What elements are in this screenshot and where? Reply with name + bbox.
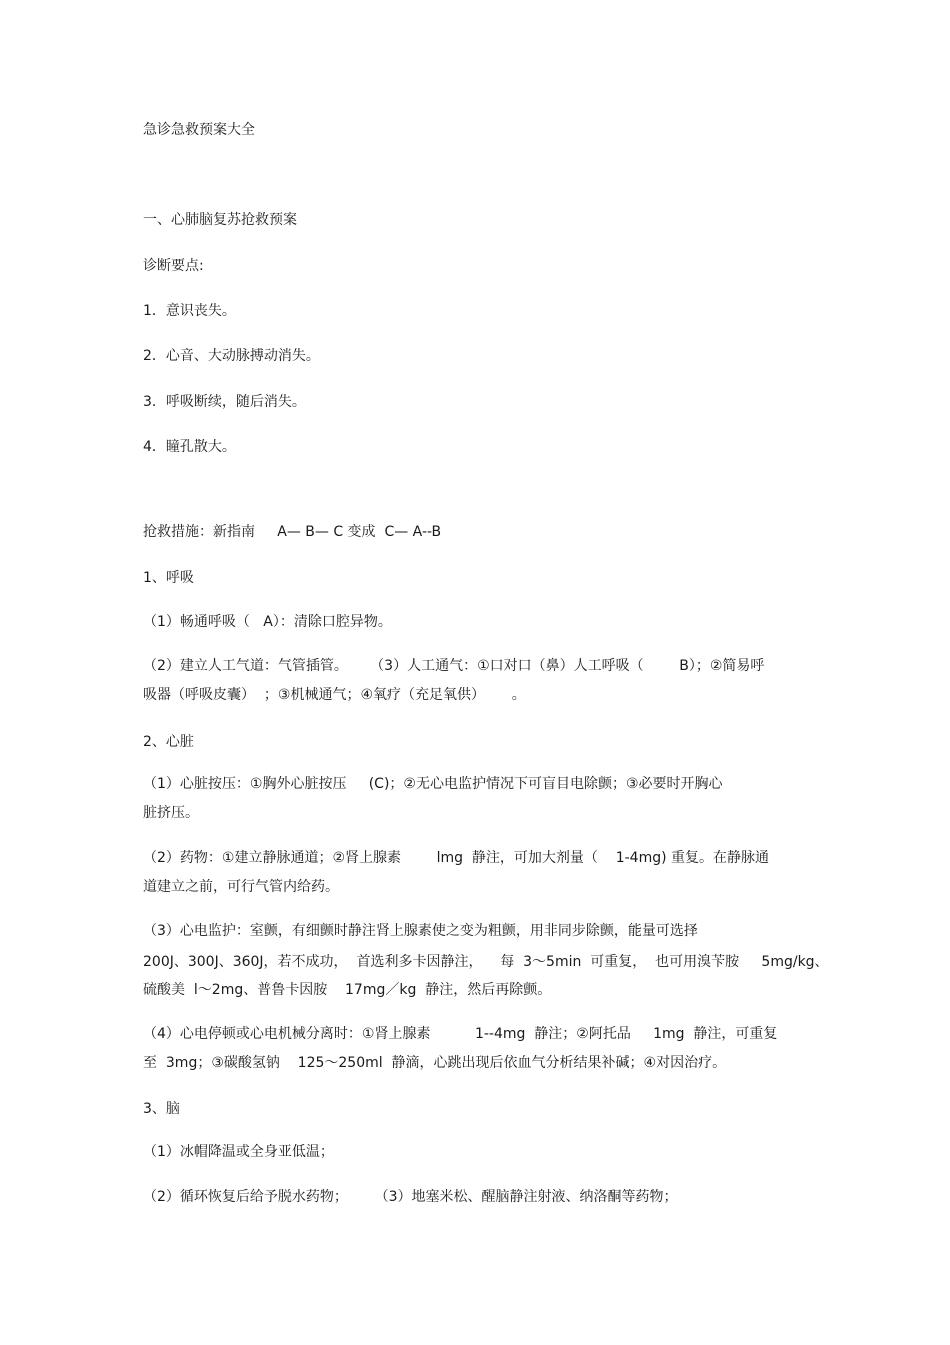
- diagnosis-heading: 诊断要点:: [143, 258, 204, 274]
- breathing-item: 吸器（呼吸皮囊） ；③机械通气；④氧疗（充足氧供） 。: [143, 687, 526, 703]
- heart-item: （4）心电停顿或心电机械分离时：①肾上腺素 1--4mg 静注；②阿托品 1mg 静注，可重复: [143, 1026, 778, 1042]
- section-heading: 一、心肺脑复苏抢救预案: [143, 212, 297, 228]
- diagnosis-item: 3．呼吸断续，随后消失。: [143, 394, 306, 410]
- diagnosis-item: 1．意识丧失。: [143, 303, 236, 319]
- heart-item: 硫酸美 l～2mg、普鲁卡因胺 17mg／kg 静注，然后再除颤。: [143, 982, 552, 998]
- rescue-measures: 抢救措施：新指南 A— B— C 变成 C— A--B: [143, 524, 442, 540]
- heart-item: （2）药物：①建立静脉通道；②肾上腺素 lmg 静注，可加大剂量（ 1-4mg) 重复。在静脉通: [143, 850, 770, 866]
- heart-item: （3）心电监护：室颤，有细颤时静注肾上腺素使之变为粗颤，用非同步除颤，能量可选择: [143, 923, 698, 939]
- breathing-heading: 1、呼吸: [143, 570, 194, 586]
- brain-item: （1）冰帽降温或全身亚低温；: [143, 1144, 334, 1160]
- heart-item: 道建立之前，可行气管内给药。: [143, 879, 339, 895]
- brain-heading: 3、脑: [143, 1101, 180, 1117]
- heart-item: 脏挤压。: [143, 805, 199, 821]
- diagnosis-item: 4．瞳孔散大。: [143, 439, 236, 455]
- heart-item: （1）心脏按压：①胸外心脏按压 (C)；②无心电监护情况下可盲目电除颤；③必要时开胸心: [143, 776, 723, 792]
- heart-heading: 2、心脏: [143, 734, 194, 750]
- heart-item: 至 3mg；③碳酸氢钠 125～250ml 静滴，心跳出现后依血气分析结果补碱；④对因治疗。: [143, 1055, 727, 1071]
- brain-item: （2）循环恢复后给予脱水药物； （3）地塞米松、醒脑静注射液、纳洛酮等药物；: [143, 1189, 678, 1205]
- breathing-item: （2）建立人工气道：气管插管。 （3）人工通气：①口对口（鼻）人工呼吸（ B）；②简易呼: [143, 658, 765, 674]
- breathing-item: （1）畅通呼吸（ A）：清除口腔异物。: [143, 614, 392, 630]
- diagnosis-item: 2．心音、大动脉搏动消失。: [143, 348, 320, 364]
- document-title: 急诊急救预案大全: [143, 122, 255, 138]
- heart-item: 200J、300J、360J，若不成功， 首选利多卡因静注， 每 3～5min 可重复， 也可用溴苄胺 5mg/kg、: [143, 954, 829, 970]
